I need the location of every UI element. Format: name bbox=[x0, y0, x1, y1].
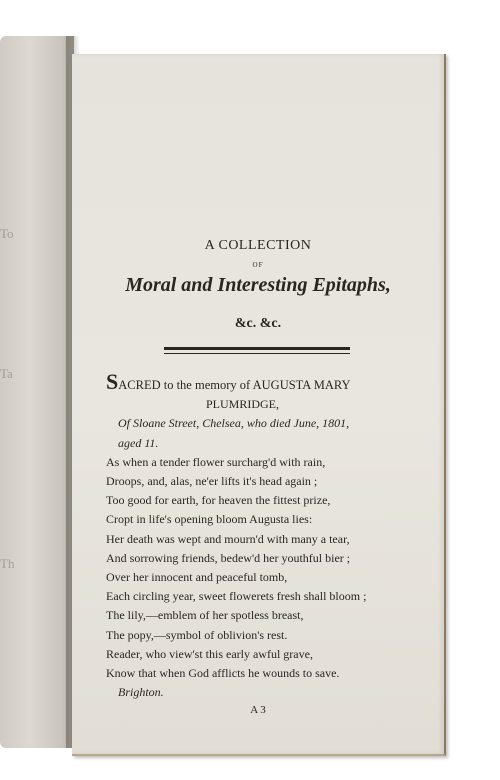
age-line: aged 11. bbox=[118, 435, 159, 450]
show-through-text: Ta bbox=[0, 366, 13, 381]
epitaph-text bbox=[106, 369, 426, 702]
book-main-title: Moral and Interesting Epitaphs, bbox=[125, 274, 391, 296]
verse-line: Her death was wept and mourn'd with many a tear, bbox=[106, 531, 350, 546]
signature-mark: A 3 bbox=[250, 704, 266, 716]
show-through-text: Th bbox=[0, 556, 15, 571]
title-etc: &c. &c. bbox=[234, 316, 282, 331]
right-page bbox=[72, 54, 446, 756]
place-date-line: Of Sloane Street, Chelsea, who died June, 1801, bbox=[118, 416, 350, 431]
show-through-text: To bbox=[0, 226, 14, 241]
verse-line: Know that when God afflicts he wounds to save. bbox=[106, 666, 340, 681]
verse-line: Cropt in life's opening bloom Augusta lies: bbox=[106, 512, 313, 527]
heading-name-line2: PLUMRIDGE, bbox=[206, 397, 280, 412]
title-rule-thin bbox=[164, 353, 350, 354]
collection-title: A COLLECTION bbox=[204, 238, 312, 253]
verse-line: The lily,—emblem of her spotless breast, bbox=[106, 608, 304, 623]
verse-line: As when a tender flower surcharg'd with rain, bbox=[106, 454, 326, 469]
verse-line: Over her innocent and peaceful tomb, bbox=[106, 570, 288, 585]
verse-line: Reader, who view'st this early awful grave, bbox=[106, 646, 313, 661]
heading-rest: ACRED to the memory of AUGUSTA MARY bbox=[118, 378, 351, 392]
left-page bbox=[0, 36, 74, 748]
place-signed: Brighton. bbox=[118, 685, 164, 700]
open-book bbox=[0, 28, 448, 756]
verse-line: Too good for earth, for heaven the fittest prize, bbox=[106, 493, 331, 508]
verse-line: The popy,—symbol of oblivion's rest. bbox=[106, 627, 288, 642]
title-of: OF bbox=[252, 261, 264, 269]
verse-line: And sorrowing friends, bedew'd her youthful bier ; bbox=[106, 550, 351, 565]
title-rule-thick bbox=[164, 347, 350, 350]
verse-line: Droops, and, alas, ne'er lifts it's head again ; bbox=[106, 474, 318, 489]
epitaph-heading bbox=[106, 369, 426, 395]
verse-line: Each circling year, sweet flowerets fresh shall bloom ; bbox=[106, 589, 367, 604]
drop-letter: S bbox=[106, 369, 119, 394]
